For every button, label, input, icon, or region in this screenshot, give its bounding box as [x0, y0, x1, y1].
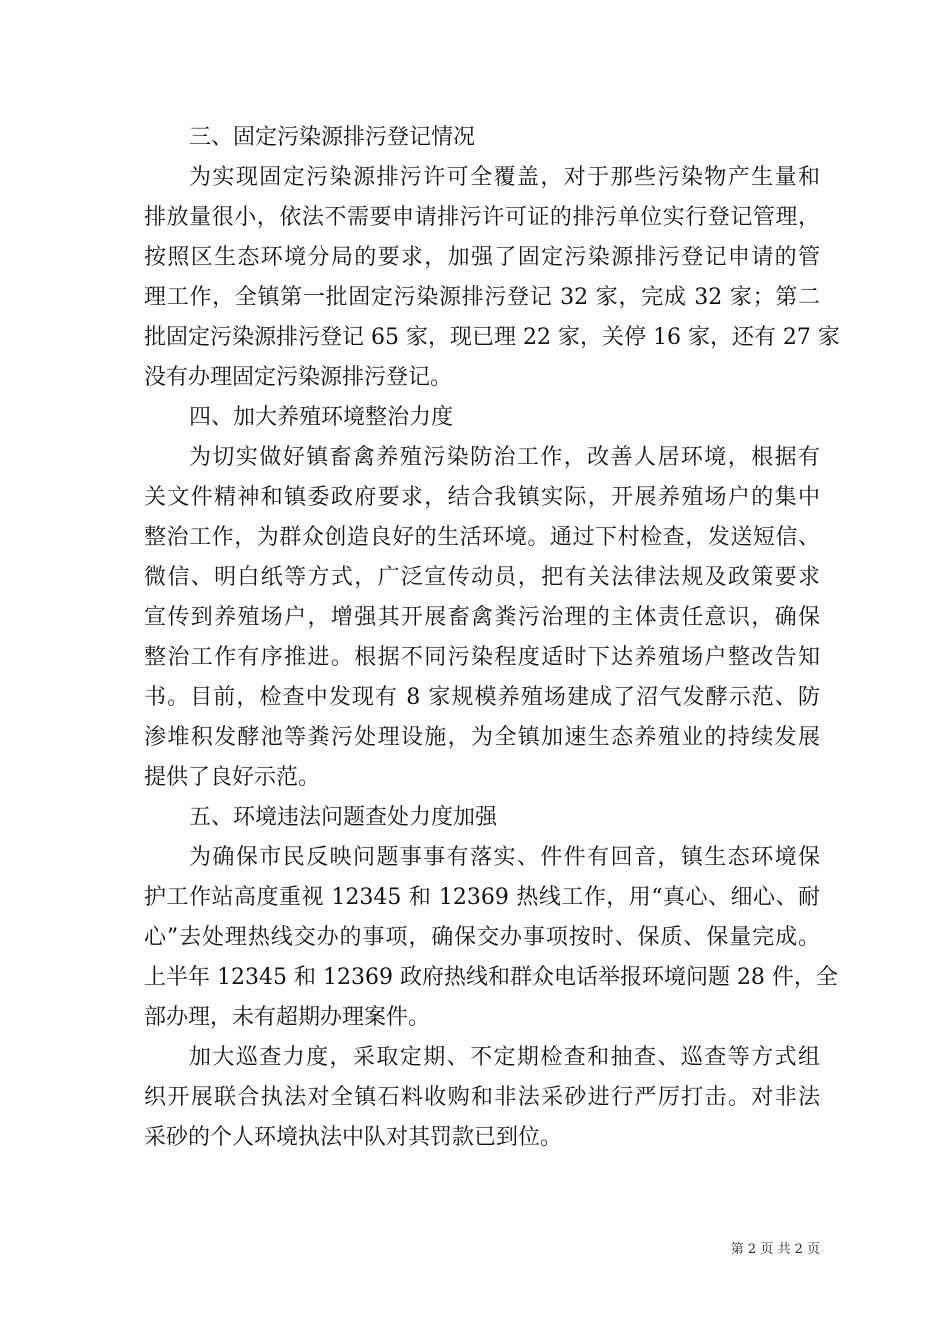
paragraph-line: 提供了良好示范。 [144, 765, 321, 790]
paragraph-line: 上半年 12345 和 12369 政府热线和群众电话举报环境问题 28 件，全 [144, 965, 838, 990]
paragraph-line: 织开展联合执法对全镇石料收购和非法采砂进行严厉打击。对非法 [144, 1085, 820, 1110]
paragraph-line: 心”去处理热线交办的事项，确保交办事项按时、保质、保量完成。 [144, 925, 820, 950]
paragraph-line: 为确保市民反映问题事事有落实、件件有回音，镇生态环境保 [189, 845, 820, 870]
section-heading: 五、环境违法问题查处力度加强 [189, 805, 498, 830]
document-body [144, 118, 840, 1158]
paragraph-line: 渗堆积发酵池等粪污处理设施，为全镇加速生态养殖业的持续发展 [144, 725, 820, 750]
paragraph-line: 排放量很小，依法不需要申请排污许可证的排污单位实行登记管理， [144, 205, 820, 230]
paragraph-line: 部办理，未有超期办理案件。 [144, 1005, 431, 1030]
paragraph-line: 宣传到养殖场户，增强其开展畜禽粪污治理的主体责任意识，确保 [144, 605, 820, 630]
paragraph-line: 微信、明白纸等方式，广泛宣传动员，把有关法律法规及政策要求 [144, 565, 820, 590]
section-heading: 四、加大养殖环境整治力度 [189, 405, 454, 430]
paragraph-line: 为实现固定污染源排污许可全覆盖，对于那些污染物产生量和 [189, 165, 820, 190]
paragraph-line: 整治工作，为群众创造良好的生活环境。通过下村检查，发送短信、 [144, 525, 820, 550]
paragraph-line: 批固定污染源排污登记 65 家，现已理 22 家，关停 16 家，还有 27 家 [144, 325, 840, 350]
paragraph-line: 采砂的个人环境执法中队对其罚款已到位。 [144, 1125, 563, 1150]
paragraph-line: 加大巡查力度，采取定期、不定期检查和抽查、巡查等方式组 [189, 1045, 820, 1070]
paragraph-line: 书。目前，检查中发现有 8 家规模养殖场建成了沼气发酵示范、防 [144, 685, 820, 710]
paragraph-line: 按照区生态环境分局的要求，加强了固定污染源排污登记申请的管 [144, 245, 820, 270]
section-heading: 三、固定污染源排污登记情况 [189, 125, 476, 150]
paragraph-line: 关文件精神和镇委政府要求，结合我镇实际，开展养殖场户的集中 [144, 485, 820, 510]
paragraph-line: 为切实做好镇畜禽养殖污染防治工作，改善人居环境，根据有 [189, 445, 820, 470]
page-number: 第 2 页 共 2 页 [730, 1242, 820, 1257]
paragraph-line: 护工作站高度重视 12345 和 12369 热线工作，用“真心、细心、耐 [144, 885, 820, 910]
paragraph-line: 没有办理固定污染源排污登记。 [144, 365, 453, 390]
paragraph-line: 整治工作有序推进。根据不同污染程度适时下达养殖场户整改告知 [144, 645, 820, 670]
paragraph-line: 理工作，全镇第一批固定污染源排污登记 32 家，完成 32 家；第二 [144, 285, 820, 310]
